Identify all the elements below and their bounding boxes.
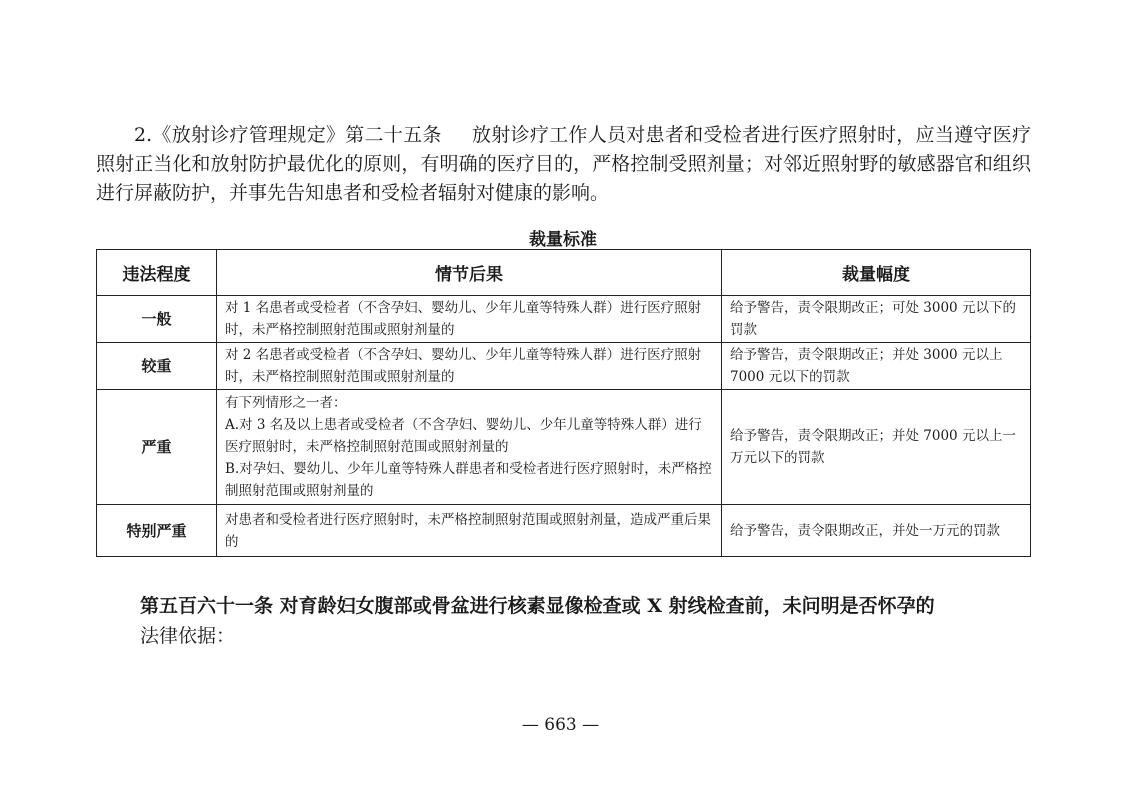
consequence-cell: 对患者和受检者进行医疗照射时，未严格控制照射范围或照射剂量，造成严重后果的 <box>217 505 722 557</box>
consequence-cell <box>217 390 722 505</box>
consequence-cell: 对 2 名患者或受检者（不含孕妇、婴幼儿、少年儿童等特殊人群）进行医疗照射时，未严格控制照射范围或照射剂量的 <box>217 343 722 390</box>
penalty-standard-table <box>96 249 1031 557</box>
level-cell: 较重 <box>97 343 217 390</box>
table-title: 裁量标准 <box>529 230 597 250</box>
legal-basis-label: 法律依据： <box>140 625 236 647</box>
intro-paragraph <box>96 121 1031 208</box>
penalty-cell: 给予警告，责令限期改正；并处 7000 元以上一万元以下的罚款 <box>722 390 1031 505</box>
level-cell: 严重 <box>97 390 217 505</box>
penalty-cell: 给予警告，责令限期改正；并处 3000 元以上 7000 元以下的罚款 <box>722 343 1031 390</box>
table-row <box>97 390 1031 505</box>
consequence-cell: 对 1 名患者或受检者（不含孕妇、婴幼儿、少年儿童等特殊人群）进行医疗照射时，未严格控制照射范围或照射剂量的 <box>217 296 722 343</box>
penalty-cell: 给予警告，责令限期改正；可处 3000 元以下的罚款 <box>722 296 1031 343</box>
article-heading: 第五百六十一条 对育龄妇女腹部或骨盆进行核素显像检查或 X 射线检查前，未问明是否怀孕的 <box>140 595 935 617</box>
table-row <box>97 296 1031 343</box>
consequence-line: B.对孕妇、婴幼儿、少年儿童等特殊人群患者和受检者进行医疗照射时，未严格控制照射范围或照射剂量的 <box>225 461 712 499</box>
intro-label: 2.《放射诊疗管理规定》第二十五条 <box>134 124 442 146</box>
header-consequence: 情节后果 <box>217 250 722 296</box>
table-row <box>97 343 1031 390</box>
consequence-line: A.对 3 名及以上患者或受检者（不含孕妇、婴幼儿、少年儿童等特殊人群）进行医疗照射时，未严格控制照射范围或照射剂量的 <box>225 417 702 455</box>
header-level: 违法程度 <box>97 250 217 296</box>
page-number: — 663 — <box>521 715 600 735</box>
level-cell: 特别严重 <box>97 505 217 557</box>
consequence-line: 有下列情形之一者： <box>225 395 347 411</box>
header-penalty: 裁量幅度 <box>722 250 1031 296</box>
level-cell: 一般 <box>97 296 217 343</box>
table-row <box>97 505 1031 557</box>
intro-body: 放射诊疗工作人员对患者和受检者进行医疗照射时，应当遵守医疗照射正当化和放射防护最优化的原则，有明确的医疗目的，严格控制受照剂量；对邻近照射野的敏感器官和组织进行屏蔽防护，并事先告知患者和受检者辐射对健康的影响。 <box>96 124 1031 204</box>
penalty-cell: 给予警告，责令限期改正，并处一万元的罚款 <box>722 505 1031 557</box>
table-header-row <box>97 250 1031 296</box>
